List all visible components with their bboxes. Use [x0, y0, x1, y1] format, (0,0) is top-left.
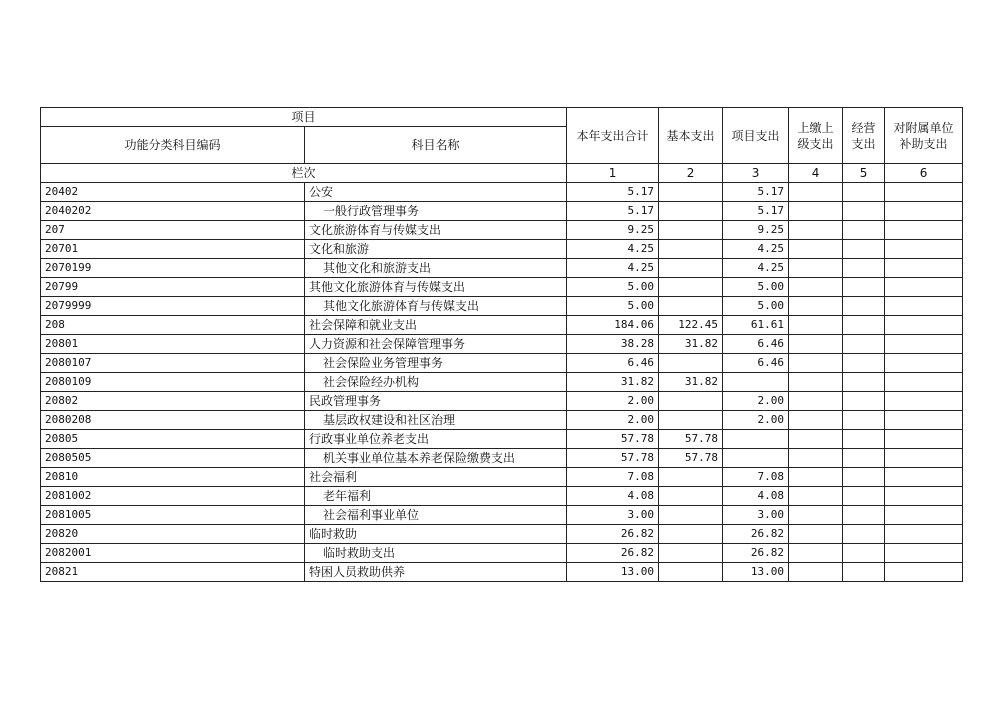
code-cell: 208: [41, 316, 305, 335]
operating-cell: [843, 373, 885, 392]
operating-cell: [843, 354, 885, 373]
total-cell: 38.28: [567, 335, 659, 354]
total-cell: 5.17: [567, 202, 659, 221]
code-cell: 20799: [41, 278, 305, 297]
seq-number: 6: [885, 164, 963, 183]
total-cell: 57.78: [567, 430, 659, 449]
subsidy-cell: [885, 202, 963, 221]
table-row: [41, 487, 963, 506]
operating-cell: [843, 240, 885, 259]
subsidy-cell: [885, 183, 963, 202]
basic-cell: [659, 468, 723, 487]
table-row: [41, 335, 963, 354]
subsidy-cell: [885, 297, 963, 316]
code-cell: 2079999: [41, 297, 305, 316]
operating-cell: [843, 183, 885, 202]
seq-number: 5: [843, 164, 885, 183]
upper-cell: [789, 468, 843, 487]
upper-cell: [789, 449, 843, 468]
operating-cell: [843, 487, 885, 506]
operating-cell: [843, 449, 885, 468]
total-cell: 5.00: [567, 297, 659, 316]
subsidy-cell: [885, 354, 963, 373]
name-cell: 公安: [305, 183, 567, 202]
code-cell: 2081005: [41, 506, 305, 525]
total-cell: 6.46: [567, 354, 659, 373]
subsidy-cell: [885, 430, 963, 449]
name-cell: 其他文化旅游体育与传媒支出: [305, 297, 567, 316]
basic-cell: [659, 259, 723, 278]
basic-cell: [659, 411, 723, 430]
table-row: [41, 202, 963, 221]
operating-cell: [843, 202, 885, 221]
name-cell: 文化旅游体育与传媒支出: [305, 221, 567, 240]
code-cell: 2040202: [41, 202, 305, 221]
total-cell: 3.00: [567, 506, 659, 525]
subsidy-cell: [885, 316, 963, 335]
upper-cell: [789, 563, 843, 582]
name-cell: 老年福利: [305, 487, 567, 506]
project-cell: 6.46: [723, 335, 789, 354]
code-cell: 20821: [41, 563, 305, 582]
header-subsidy: 对附属单位补助支出: [885, 108, 963, 164]
operating-cell: [843, 297, 885, 316]
code-cell: 2082001: [41, 544, 305, 563]
code-cell: 20801: [41, 335, 305, 354]
name-cell: 社会保险业务管理事务: [305, 354, 567, 373]
total-cell: 4.25: [567, 240, 659, 259]
upper-cell: [789, 259, 843, 278]
operating-cell: [843, 335, 885, 354]
project-cell: 2.00: [723, 392, 789, 411]
project-cell: 5.00: [723, 297, 789, 316]
basic-cell: [659, 278, 723, 297]
project-cell: 3.00: [723, 506, 789, 525]
code-cell: 2081002: [41, 487, 305, 506]
operating-cell: [843, 563, 885, 582]
basic-cell: 31.82: [659, 335, 723, 354]
total-cell: 2.00: [567, 392, 659, 411]
project-cell: [723, 373, 789, 392]
name-cell: 行政事业单位养老支出: [305, 430, 567, 449]
basic-cell: [659, 392, 723, 411]
code-cell: 20701: [41, 240, 305, 259]
name-cell: 社会福利: [305, 468, 567, 487]
table-row: [41, 506, 963, 525]
upper-cell: [789, 297, 843, 316]
operating-cell: [843, 392, 885, 411]
upper-cell: [789, 278, 843, 297]
upper-cell: [789, 316, 843, 335]
subsidy-cell: [885, 487, 963, 506]
project-cell: 4.25: [723, 240, 789, 259]
name-cell: 社会保险经办机构: [305, 373, 567, 392]
basic-cell: [659, 544, 723, 563]
code-cell: 20805: [41, 430, 305, 449]
project-cell: 5.17: [723, 202, 789, 221]
basic-cell: 122.45: [659, 316, 723, 335]
upper-cell: [789, 221, 843, 240]
code-cell: 20820: [41, 525, 305, 544]
total-cell: 7.08: [567, 468, 659, 487]
total-cell: 13.00: [567, 563, 659, 582]
header-operating: 经营支出: [843, 108, 885, 164]
table-row: [41, 259, 963, 278]
project-cell: 5.17: [723, 183, 789, 202]
seq-number: 1: [567, 164, 659, 183]
name-cell: 文化和旅游: [305, 240, 567, 259]
basic-cell: [659, 240, 723, 259]
name-cell: 社会保障和就业支出: [305, 316, 567, 335]
upper-cell: [789, 202, 843, 221]
upper-cell: [789, 506, 843, 525]
header-code: 功能分类科目编码: [41, 127, 305, 164]
code-cell: 20810: [41, 468, 305, 487]
subsidy-cell: [885, 544, 963, 563]
total-cell: 5.00: [567, 278, 659, 297]
expenditure-table: [40, 107, 963, 582]
basic-cell: [659, 297, 723, 316]
table-row: [41, 316, 963, 335]
upper-cell: [789, 411, 843, 430]
name-cell: 特困人员救助供养: [305, 563, 567, 582]
header-seq-label: 栏次: [41, 164, 567, 183]
subsidy-cell: [885, 278, 963, 297]
header-name: 科目名称: [305, 127, 567, 164]
total-cell: 4.08: [567, 487, 659, 506]
project-cell: [723, 430, 789, 449]
project-cell: [723, 449, 789, 468]
project-cell: 4.08: [723, 487, 789, 506]
table-row: [41, 563, 963, 582]
table-row: [41, 430, 963, 449]
operating-cell: [843, 221, 885, 240]
subsidy-cell: [885, 449, 963, 468]
total-cell: 26.82: [567, 544, 659, 563]
name-cell: 一般行政管理事务: [305, 202, 567, 221]
basic-cell: [659, 221, 723, 240]
table-row: [41, 373, 963, 392]
table-row: [41, 468, 963, 487]
project-cell: 61.61: [723, 316, 789, 335]
table-row: [41, 183, 963, 202]
code-cell: 20402: [41, 183, 305, 202]
header-project-expense: 项目支出: [723, 108, 789, 164]
name-cell: 临时救助: [305, 525, 567, 544]
subsidy-cell: [885, 335, 963, 354]
subsidy-cell: [885, 563, 963, 582]
basic-cell: [659, 183, 723, 202]
code-cell: 2070199: [41, 259, 305, 278]
upper-cell: [789, 392, 843, 411]
upper-cell: [789, 335, 843, 354]
upper-cell: [789, 430, 843, 449]
code-cell: 2080109: [41, 373, 305, 392]
subsidy-cell: [885, 411, 963, 430]
upper-cell: [789, 183, 843, 202]
operating-cell: [843, 468, 885, 487]
upper-cell: [789, 354, 843, 373]
operating-cell: [843, 525, 885, 544]
basic-cell: [659, 202, 723, 221]
subsidy-cell: [885, 373, 963, 392]
total-cell: 26.82: [567, 525, 659, 544]
total-cell: 184.06: [567, 316, 659, 335]
project-cell: 7.08: [723, 468, 789, 487]
table-body: [41, 183, 963, 582]
operating-cell: [843, 316, 885, 335]
name-cell: 其他文化和旅游支出: [305, 259, 567, 278]
header-basic: 基本支出: [659, 108, 723, 164]
basic-cell: [659, 563, 723, 582]
project-cell: 6.46: [723, 354, 789, 373]
subsidy-cell: [885, 221, 963, 240]
code-cell: 207: [41, 221, 305, 240]
name-cell: 社会福利事业单位: [305, 506, 567, 525]
basic-cell: [659, 525, 723, 544]
table-row: [41, 278, 963, 297]
upper-cell: [789, 240, 843, 259]
upper-cell: [789, 525, 843, 544]
name-cell: 人力资源和社会保障管理事务: [305, 335, 567, 354]
basic-cell: 57.78: [659, 449, 723, 468]
upper-cell: [789, 544, 843, 563]
table-row: [41, 221, 963, 240]
upper-cell: [789, 487, 843, 506]
code-cell: 20802: [41, 392, 305, 411]
operating-cell: [843, 278, 885, 297]
table-row: [41, 297, 963, 316]
operating-cell: [843, 544, 885, 563]
subsidy-cell: [885, 240, 963, 259]
basic-cell: [659, 354, 723, 373]
project-cell: 26.82: [723, 525, 789, 544]
basic-cell: 57.78: [659, 430, 723, 449]
operating-cell: [843, 411, 885, 430]
upper-cell: [789, 373, 843, 392]
table-row: [41, 392, 963, 411]
operating-cell: [843, 430, 885, 449]
total-cell: 9.25: [567, 221, 659, 240]
total-cell: 31.82: [567, 373, 659, 392]
table-row: [41, 240, 963, 259]
code-cell: 2080208: [41, 411, 305, 430]
subsidy-cell: [885, 525, 963, 544]
table-row: [41, 544, 963, 563]
basic-cell: [659, 487, 723, 506]
operating-cell: [843, 506, 885, 525]
project-cell: 4.25: [723, 259, 789, 278]
table-row: [41, 449, 963, 468]
operating-cell: [843, 259, 885, 278]
total-cell: 5.17: [567, 183, 659, 202]
project-cell: 13.00: [723, 563, 789, 582]
seq-number: 2: [659, 164, 723, 183]
header-project: 项目: [41, 108, 567, 127]
subsidy-cell: [885, 392, 963, 411]
total-cell: 2.00: [567, 411, 659, 430]
name-cell: 临时救助支出: [305, 544, 567, 563]
header-total: 本年支出合计: [567, 108, 659, 164]
basic-cell: 31.82: [659, 373, 723, 392]
subsidy-cell: [885, 506, 963, 525]
code-cell: 2080505: [41, 449, 305, 468]
total-cell: 57.78: [567, 449, 659, 468]
subsidy-cell: [885, 468, 963, 487]
project-cell: 5.00: [723, 278, 789, 297]
table-row: [41, 525, 963, 544]
project-cell: 26.82: [723, 544, 789, 563]
table-row: [41, 354, 963, 373]
name-cell: 其他文化旅游体育与传媒支出: [305, 278, 567, 297]
seq-number: 4: [789, 164, 843, 183]
total-cell: 4.25: [567, 259, 659, 278]
header-upper-payment: 上缴上级支出: [789, 108, 843, 164]
project-cell: 9.25: [723, 221, 789, 240]
project-cell: 2.00: [723, 411, 789, 430]
name-cell: 机关事业单位基本养老保险缴费支出: [305, 449, 567, 468]
name-cell: 民政管理事务: [305, 392, 567, 411]
name-cell: 基层政权建设和社区治理: [305, 411, 567, 430]
seq-number: 3: [723, 164, 789, 183]
basic-cell: [659, 506, 723, 525]
code-cell: 2080107: [41, 354, 305, 373]
table-row: [41, 411, 963, 430]
subsidy-cell: [885, 259, 963, 278]
